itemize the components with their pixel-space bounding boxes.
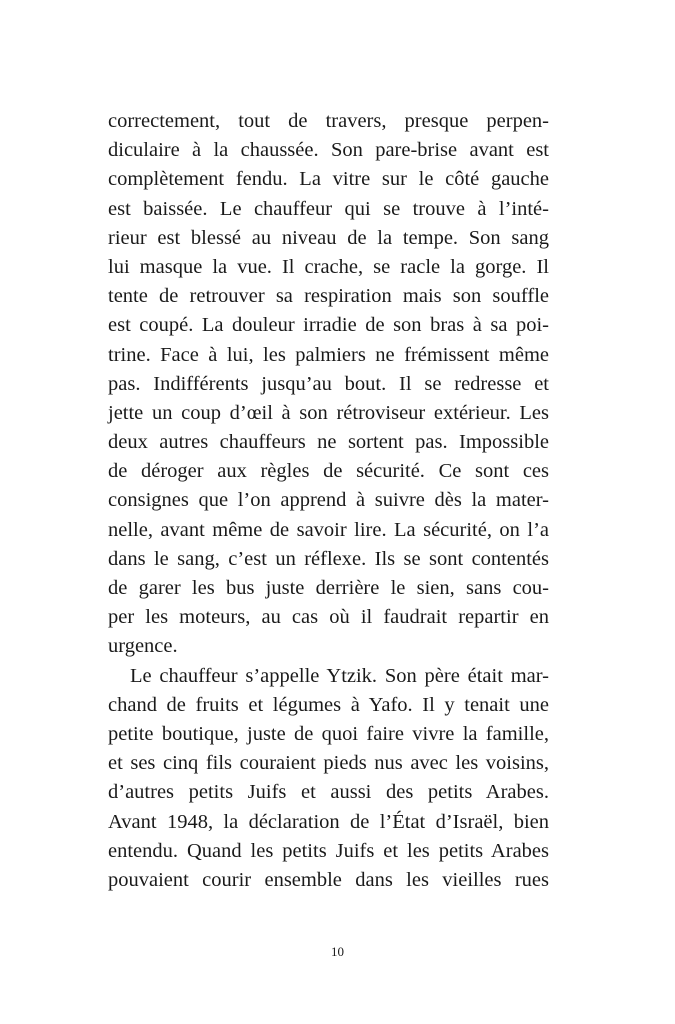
text-line: entendu. Quand les petits Juifs et les petits Arabes [108,839,549,862]
text-line: lui masque la vue. Il crache, se racle la gorge. Il [108,255,549,278]
text-line: rieur est blessé au niveau de la tempe. Son sang [108,226,549,249]
text-line: deux autres chauffeurs ne sortent pas. Impossible [108,431,549,454]
text-line: et ses cinq fils couraient pieds nus avec les voisins, [108,752,549,775]
text-line: tente de retrouver sa respiration mais son souffle [108,285,549,308]
text-line: Le chauffeur s’appelle Ytzik. Son père était mar- [130,664,549,687]
text-line: de garer les bus juste derrière le sien, sans cou- [108,577,549,599]
text-line: correctement, tout de travers, presque perpen- [108,110,549,132]
text-line: per les moteurs, au cas où il faudrait repartir en [108,606,549,629]
text-line: dans le sang, c’est un réflexe. Ils se sont contentés [108,547,549,570]
text-line: diculaire à la chaussée. Son pare-brise avant est [108,139,549,162]
text-line: de déroger aux règles de sécurité. Ce sont ces [108,460,549,483]
text-line: est coupé. La douleur irradie de son bras à sa poi- [108,314,549,337]
paragraph [108,107,549,662]
text-line: est baissée. Le chauffeur qui se trouve à l’inté- [108,197,549,220]
text-line: chand de fruits et légumes à Yafo. Il y tenait une [108,693,549,716]
text-line: trine. Face à lui, les palmiers ne frémissent même [108,343,549,366]
page-number: 10 [331,944,344,959]
text-line: pouvaient courir ensemble dans les vieilles rues [108,868,549,891]
text-line: jette un coup d’œil à son rétroviseur extérieur. Les [108,401,549,424]
text-line: nelle, avant même de savoir lire. La sécurité, on l’a [108,518,549,541]
text-line: pas. Indifférents jusqu’au bout. Il se redresse et [108,372,549,395]
paragraph [108,662,549,896]
text-line: d’autres petits Juifs et aussi des petits Arabes. [108,781,549,804]
text-line: complètement fendu. La vitre sur le côté gauche [108,168,549,191]
text-line: urgence. [108,635,178,658]
body-text [108,107,549,895]
text-line: consignes que l’on apprend à suivre dès la mater- [108,489,549,512]
text-line: petite boutique, juste de quoi faire vivre la famille, [108,722,549,745]
text-line: Avant 1948, la déclaration de l’État d’Israël, bien [108,810,549,833]
